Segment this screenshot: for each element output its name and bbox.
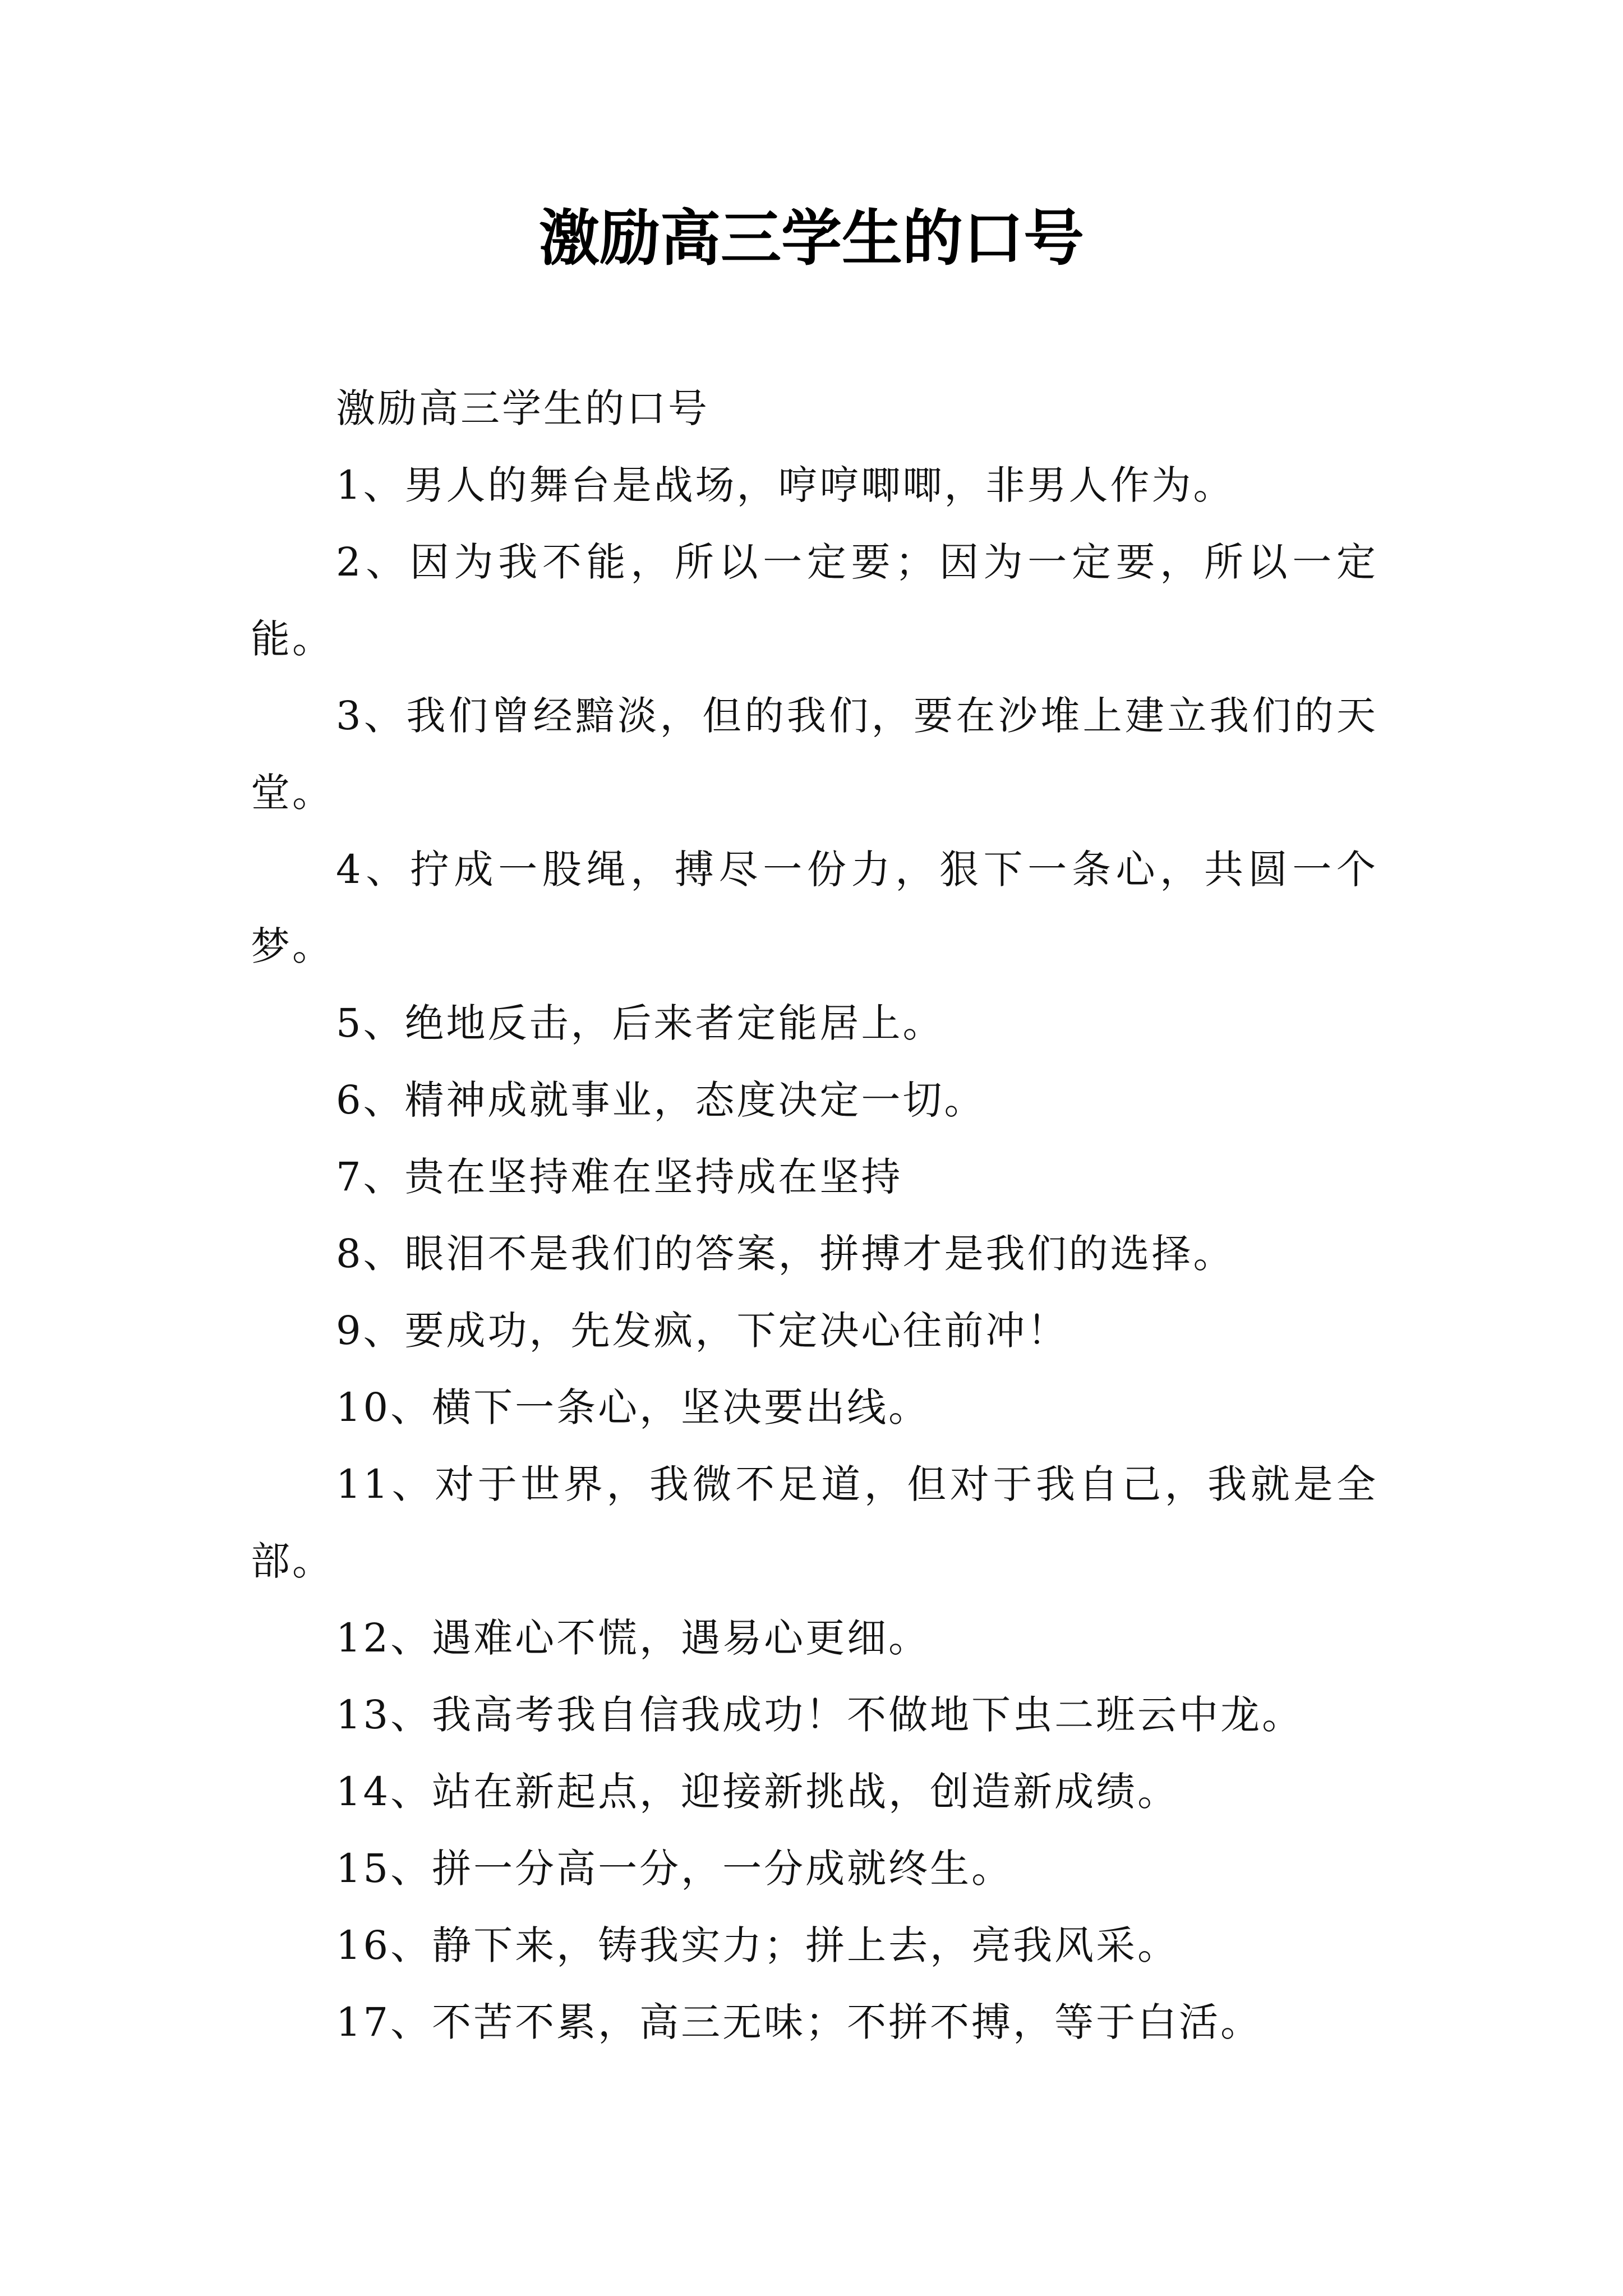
paragraph-item: 9、要成功，先发疯，下定决心往前冲！ [336,1308,1069,1354]
paragraph-item: 12、遇难心不慌，遇易心更细。 [336,1615,930,1661]
paragraph-item: 15、拼一分高一分，一分成就终生。 [336,1846,1013,1892]
paragraph-item: 7、贵在坚持难在坚持成在坚持 [336,1154,903,1200]
paragraph-item: 2、因为我不能，所以一定要；因为一定要，所以一定能。 [251,539,1378,662]
paragraph-subtitle: 激励高三学生的口号 [336,385,709,431]
document-body [251,370,1378,2061]
paragraph-item: 10、横下一条心，坚决要出线。 [336,1384,930,1430]
paragraph-item: 14、站在新起点，迎接新挑战，创造新成绩。 [336,1769,1179,1815]
paragraph-item: 3、我们曾经黯淡，但的我们，要在沙堆上建立我们的天堂。 [251,693,1378,816]
paragraph-item: 6、精神成就事业，态度决定一切。 [336,1077,986,1123]
paragraph-item: 11、对于世界，我微不足道，但对于我自己，我就是全部。 [251,1461,1378,1584]
paragraph-item: 13、我高考我自信我成功！不做地下虫二班云中龙。 [336,1692,1304,1738]
paragraph-item: 8、眼泪不是我们的答案，拼搏才是我们的选择。 [336,1231,1235,1277]
document-title: 激励高三学生的口号 [538,203,1084,274]
paragraph-item: 17、不苦不累，高三无味；不拼不搏，等于白活。 [336,1999,1262,2045]
paragraph-item: 16、静下来，铸我实力；拼上去，亮我风采。 [336,1922,1179,1968]
paragraph-item: 5、绝地反击，后来者定能居上。 [336,1000,944,1046]
paragraph-item: 4、拧成一股绳，搏尽一份力，狠下一条心，共圆一个梦。 [251,846,1378,969]
paragraph-item: 1、男人的舞台是战场，哼哼唧唧，非男人作为。 [336,462,1235,508]
